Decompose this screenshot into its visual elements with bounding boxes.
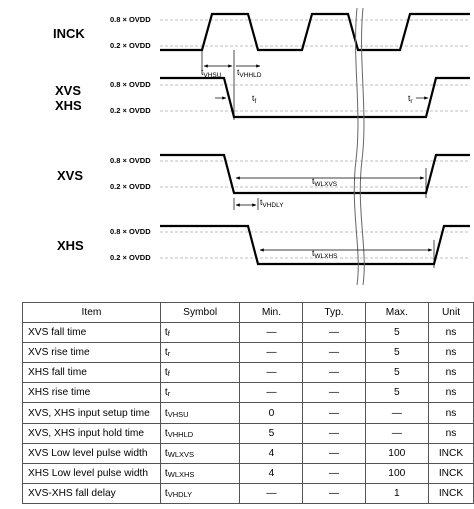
t-f-label: $t_f$ xyxy=(252,93,257,105)
table-row xyxy=(23,403,474,423)
table-row xyxy=(23,363,474,383)
row-min: — xyxy=(240,323,303,343)
row-item: XVS, XHS input setup time xyxy=(23,403,161,423)
header-typ: Typ. xyxy=(303,303,365,323)
row-typ: — xyxy=(303,343,365,363)
header-min: Min. xyxy=(240,303,303,323)
row-typ: — xyxy=(303,463,365,483)
xhs-signal-label: XHS xyxy=(57,238,84,253)
row-min: 4 xyxy=(240,463,303,483)
row-typ: — xyxy=(303,443,365,463)
table-row xyxy=(23,343,474,363)
row-unit: INCK xyxy=(429,483,474,503)
row-item: XHS fall time xyxy=(23,363,161,383)
xvsxhs-low-level-label: 0.2 × OVDD xyxy=(110,106,151,115)
row-item: XHS rise time xyxy=(23,383,161,403)
header-symbol: Symbol xyxy=(160,303,240,323)
row-item: XHS Low level pulse width xyxy=(23,463,161,483)
xhs-high-level-label: 0.8 × OVDD xyxy=(110,227,151,236)
row-symbol: tr xyxy=(160,343,240,363)
row-min: 5 xyxy=(240,423,303,443)
row-item: XVS rise time xyxy=(23,343,161,363)
xvs-low-level-label: 0.2 × OVDD xyxy=(110,182,151,191)
row-max: — xyxy=(365,423,428,443)
t-r-label: $t_r$ xyxy=(408,93,413,105)
t-wlxhs-label: $t_{WLXHS}$ xyxy=(312,248,338,260)
row-symbol: tWLXHS xyxy=(160,463,240,483)
xvsxhs-high-level-label: 0.8 × OVDD xyxy=(110,80,151,89)
table-row xyxy=(23,323,474,343)
t-vhsu-label: $t_{VHSU}$ xyxy=(201,67,222,79)
row-max: 100 xyxy=(365,443,428,463)
row-unit: ns xyxy=(429,343,474,363)
row-unit: ns xyxy=(429,323,474,343)
row-symbol: tVHHLD xyxy=(160,423,240,443)
row-min: 0 xyxy=(240,403,303,423)
xvs-high-level-label: 0.8 × OVDD xyxy=(110,156,151,165)
table-row xyxy=(23,463,474,483)
inck-signal-label: INCK xyxy=(53,26,85,41)
inck-high-level-label: 0.8 × OVDD xyxy=(110,15,151,24)
row-typ: — xyxy=(303,403,365,423)
row-symbol: tWLXVS xyxy=(160,443,240,463)
header-unit: Unit xyxy=(429,303,474,323)
reference-lines xyxy=(160,20,470,258)
t-vhdly-label: $t_{VHDLY}$ xyxy=(260,197,284,209)
row-unit: ns xyxy=(429,383,474,403)
row-typ: — xyxy=(303,363,365,383)
table-row xyxy=(23,443,474,463)
inck-waveform xyxy=(160,14,470,50)
row-max: 5 xyxy=(365,383,428,403)
table-row xyxy=(23,483,474,503)
row-min: — xyxy=(240,363,303,383)
row-max: 100 xyxy=(365,463,428,483)
row-symbol: tVHSU xyxy=(160,403,240,423)
row-symbol: tVHDLY xyxy=(160,483,240,503)
row-unit: INCK xyxy=(429,443,474,463)
xvs-signal-label: XVS xyxy=(57,168,84,183)
t-vhhld-label: $t_{VHHLD}$ xyxy=(237,67,262,79)
row-min: — xyxy=(240,343,303,363)
row-max: 5 xyxy=(365,323,428,343)
row-item: XVS-XHS fall delay xyxy=(23,483,161,503)
row-unit: INCK xyxy=(429,463,474,483)
row-symbol: tr xyxy=(160,383,240,403)
row-unit: ns xyxy=(429,403,474,423)
header-item: Item xyxy=(23,303,161,323)
inck-low-level-label: 0.2 × OVDD xyxy=(110,41,151,50)
row-min: — xyxy=(240,483,303,503)
row-item: XVS Low level pulse width xyxy=(23,443,161,463)
row-symbol: tf xyxy=(160,363,240,383)
row-typ: — xyxy=(303,383,365,403)
row-symbol: tf xyxy=(160,323,240,343)
row-max: 5 xyxy=(365,363,428,383)
row-typ: — xyxy=(303,323,365,343)
table-row xyxy=(23,423,474,443)
row-unit: ns xyxy=(429,363,474,383)
timing-guides xyxy=(202,50,434,268)
row-unit: ns xyxy=(429,423,474,443)
row-item: XVS, XHS input hold time xyxy=(23,423,161,443)
xhs-low-level-label: 0.2 × OVDD xyxy=(110,253,151,262)
row-min: — xyxy=(240,383,303,403)
row-max: 5 xyxy=(365,343,428,363)
t-wlxvs-label: $t_{WLXVS}$ xyxy=(312,176,338,188)
row-min: 4 xyxy=(240,443,303,463)
row-max: 1 xyxy=(365,483,428,503)
xvs-xhs-signal-label-line1: XVS xyxy=(55,83,82,98)
row-typ: — xyxy=(303,483,365,503)
xvs-xhs-signal-label-line2: XHS xyxy=(55,98,82,113)
table-row xyxy=(23,383,474,403)
header-max: Max. xyxy=(365,303,428,323)
timing-spec-table xyxy=(22,302,474,504)
row-item: XVS fall time xyxy=(23,323,161,343)
row-typ: — xyxy=(303,423,365,443)
table-header-row xyxy=(23,303,474,323)
row-max: — xyxy=(365,403,428,423)
